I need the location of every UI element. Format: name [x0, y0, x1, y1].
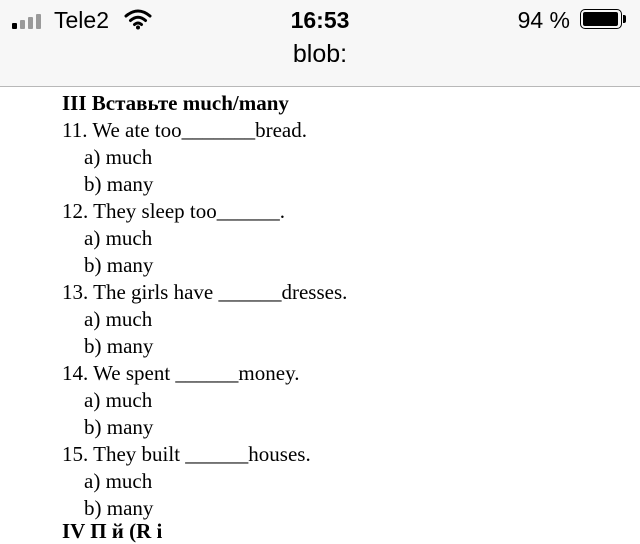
answer-option: a) much	[84, 469, 153, 493]
answer-option: b) many	[84, 334, 154, 358]
answer-option: b) many	[84, 496, 154, 520]
battery-fill	[583, 12, 618, 26]
question-text: 12. They sleep too______.	[62, 199, 286, 223]
answer-option: a) much	[84, 226, 153, 250]
ios-status-bar	[0, 0, 640, 87]
question-text: 13. The girls have ______dresses.	[62, 280, 348, 304]
answer-option: a) much	[84, 307, 153, 331]
address-bar-url[interactable]: blob:	[292, 40, 348, 68]
battery-icon	[580, 9, 626, 29]
carrier-name: Tele2	[54, 7, 109, 33]
document-page	[0, 87, 640, 543]
question-text: 11. We ate too_______bread.	[62, 118, 307, 142]
section-heading: III Вставьте much/many	[62, 91, 289, 115]
answer-option: b) many	[84, 172, 154, 196]
question-text: 14. We spent ______money.	[62, 361, 300, 385]
next-section-heading-partial: IV П й (R i	[62, 519, 163, 543]
battery-percentage: 94 %	[517, 7, 570, 33]
answer-option: b) many	[84, 253, 154, 277]
clock-time: 16:53	[290, 7, 350, 33]
question-text: 15. They built ______houses.	[62, 442, 311, 466]
answer-option: a) much	[84, 388, 153, 412]
answer-option: b) many	[84, 415, 154, 439]
answer-option: a) much	[84, 145, 153, 169]
